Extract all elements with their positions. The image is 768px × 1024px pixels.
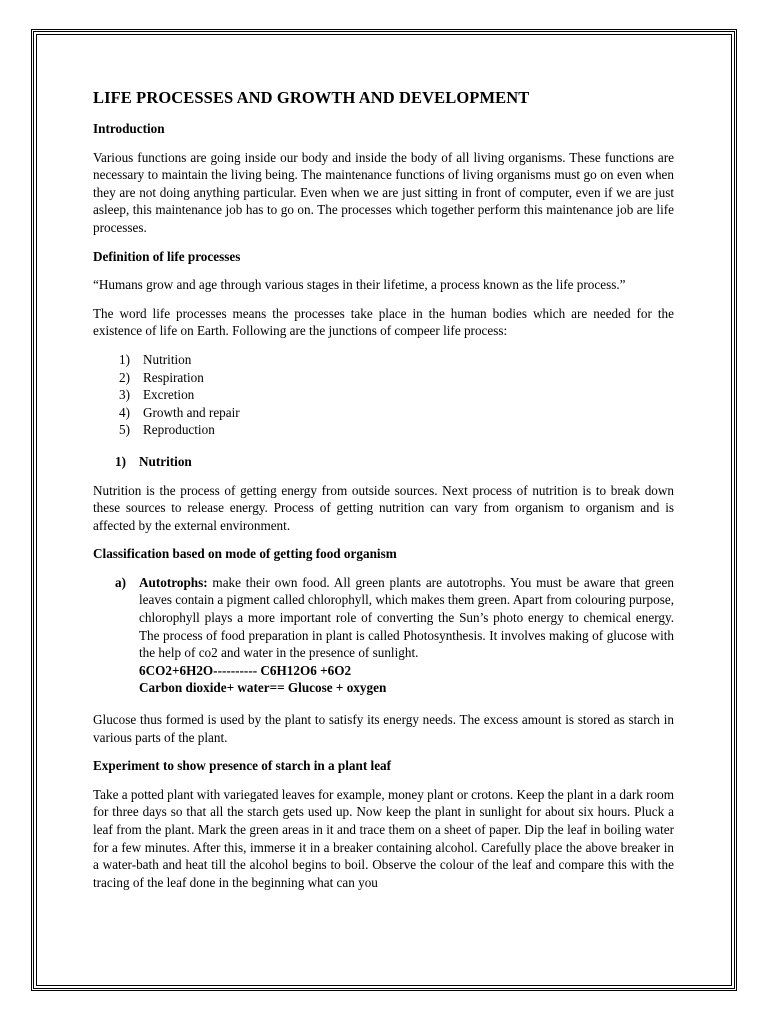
list-item-label: Growth and repair — [143, 404, 240, 420]
section-title: Nutrition — [139, 453, 192, 469]
list-item-label: Nutrition — [143, 351, 192, 367]
autotrophs-term: Autotrophs: — [139, 574, 208, 590]
nutrition-heading — [93, 453, 674, 471]
list-item — [93, 351, 674, 369]
photosynthesis-equation: 6CO2+6H2O---------- C6H12O6 +6O2 — [139, 662, 352, 678]
list-number: 3) — [119, 387, 130, 403]
nutrition-paragraph: Nutrition is the process of getting energy from outside sources. Next process of nutrition is to break down these sources to release energy. Process of getting nutrition can vary from organism to organism and is affected by the external environment. — [93, 482, 674, 533]
list-number: 5) — [119, 422, 130, 438]
photosynthesis-word-equation: Carbon dioxide+ water== Glucose + oxygen — [139, 680, 387, 696]
classification-heading: Classification based on mode of getting food organism — [93, 546, 397, 562]
definition-quote: “Humans grow and age through various stages in their lifetime, a process known as the life process.” — [93, 277, 626, 293]
item-marker: a) — [115, 574, 126, 590]
experiment-paragraph: Take a potted plant with variegated leaves for example, money plant or crotons. Keep the plant in a dark room for three days so that all the starch gets used up. Now keep the plant in sunlight for about six hours. Pluck a leaf from the plant. Mark the green areas in it and trace them on a sheet of paper. Dip the leaf in boiling water for a few minutes. After this, immerse it in a breaker containing alcohol. Carefully place the above breaker in a water-bath and heat till the alcohol begins to boil. Observe the colour of the leaf and compare this with the tracing of the leaf done in the beginning what can you — [93, 786, 674, 890]
list-item — [93, 386, 674, 404]
list-item — [93, 404, 674, 422]
list-number: 2) — [119, 369, 130, 385]
list-item-label: Excretion — [143, 387, 195, 403]
document-title: LIFE PROCESSES AND GROWTH AND DEVELOPMENT — [93, 88, 530, 107]
glucose-paragraph: Glucose thus formed is used by the plant to satisfy its energy needs. The excess amount is stored as starch in various parts of the plant. — [93, 712, 674, 745]
definition-paragraph: The word life processes means the processes take place in the human bodies which are needed for the existence of life on Earth. Following are the junctions of compeer life process: — [93, 305, 674, 339]
introduction-paragraph: Various functions are going inside our body and inside the body of all living organisms. These functions are necessary to maintain the living being. The maintenance functions of living organisms must go on even when they are not doing anything particular. Even when we are just sitting in front of computer, even if we are just asleep, this maintenance job has to go on. The processes which together perform this maintenance job are life processes. — [93, 149, 674, 235]
list-number: 4) — [119, 404, 130, 420]
life-process-list — [93, 351, 674, 439]
autotrophs-text: make their own food. All green plants are autotrophs. You must be aware that green leaves contain a pigment called chlorophyll, which makes them green. Apart from colouring purpose, chlorophyll plays a more important role of converting the Sun’s photo energy to chemical energy. The process of food preparation in plant is called Photosynthesis. It involves making of glucose with the help of co2 and water in the presence of sunlight. — [139, 574, 674, 661]
definition-heading: Definition of life processes — [93, 248, 241, 264]
introduction-heading: Introduction — [93, 121, 165, 136]
experiment-heading: Experiment to show presence of starch in a plant leaf — [93, 758, 392, 774]
list-item-label: Respiration — [143, 369, 204, 385]
section-number: 1) — [115, 453, 126, 469]
list-item — [93, 421, 674, 439]
list-item-label: Reproduction — [143, 422, 215, 438]
list-item — [93, 369, 674, 387]
list-number: 1) — [119, 351, 130, 367]
document-body — [93, 88, 674, 902]
autotrophs-item — [93, 574, 674, 697]
